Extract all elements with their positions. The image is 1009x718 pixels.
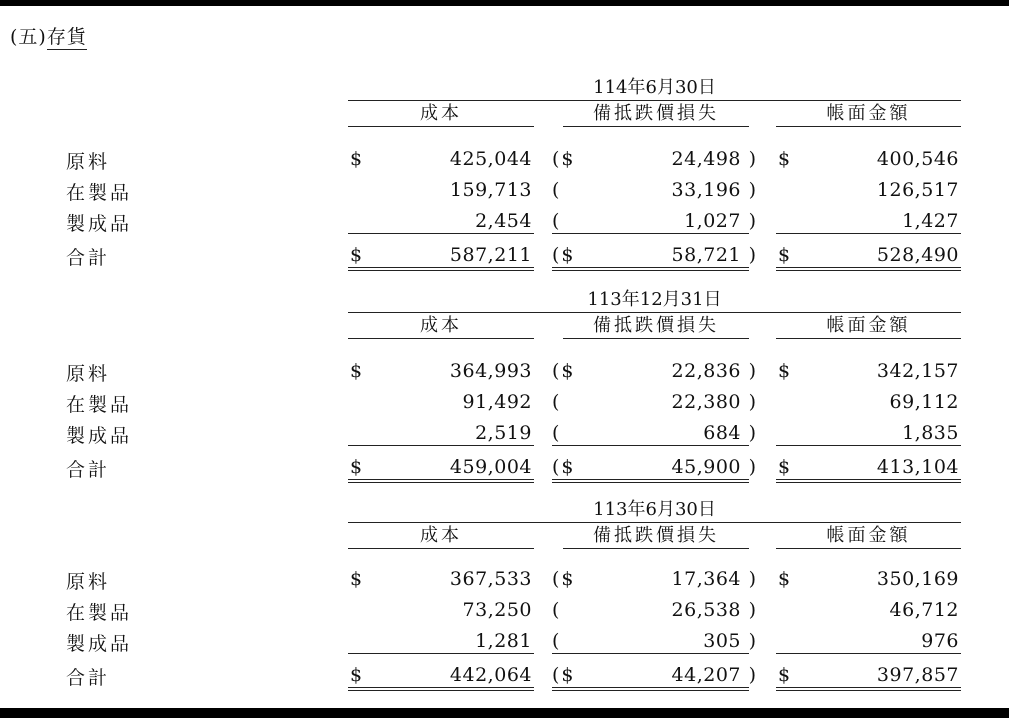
carrying-value: 413,104 — [876, 456, 959, 478]
carrying-cell: $ 413,104 — [776, 455, 961, 483]
carrying-value: 976 — [921, 630, 959, 652]
total-row — [0, 240, 1009, 270]
allowance-cell: ( 26,538 ) — [552, 599, 756, 621]
table-row — [0, 175, 1009, 205]
carrying-value: 126,517 — [876, 179, 959, 201]
carrying-cell: $ 528,490 — [776, 243, 961, 271]
col-header-cost: 成本 — [348, 524, 534, 549]
total-row — [0, 660, 1009, 690]
allowance-value: 22,380 — [671, 391, 741, 413]
cost-cell: $ 459,004 — [348, 455, 534, 483]
row-label: 在製品 — [66, 602, 133, 624]
allowance-value: 44,207 — [671, 664, 741, 686]
carrying-cell — [776, 629, 961, 654]
inventory-table-113-06-30 — [0, 498, 1009, 708]
allowance-cell: ( 684 ) — [552, 422, 756, 444]
allowance-value: 33,196 — [671, 179, 741, 201]
cost-cell — [348, 629, 534, 654]
section-heading — [10, 22, 87, 50]
cost-value: 459,004 — [449, 456, 532, 478]
cost-value: 2,454 — [475, 210, 532, 232]
carrying-cell — [776, 209, 961, 234]
col-header-allowance: 備抵跌價損失 — [563, 524, 749, 549]
table-row — [0, 144, 1009, 174]
table-row — [0, 418, 1009, 448]
carrying-value: 397,857 — [876, 664, 959, 686]
table-row — [0, 206, 1009, 236]
row-label: 製成品 — [66, 213, 133, 235]
table-row — [0, 595, 1009, 625]
allowance-cell: ( $ 17,364 ) — [552, 568, 756, 590]
allowance-value: 22,836 — [671, 360, 741, 382]
allowance-cell: ( $ 22,836 ) — [552, 360, 756, 382]
row-label: 原料 — [66, 363, 111, 385]
top-border — [0, 0, 1009, 6]
inventory-table-113-12-31 — [0, 288, 1009, 498]
allowance-cell: ( 33,196 ) — [552, 179, 756, 201]
allowance-cell: ( $ 58,721 ) — [552, 243, 749, 271]
cost-value: 73,250 — [462, 599, 532, 621]
allowance-value: 305 — [703, 630, 741, 652]
carrying-cell — [776, 390, 961, 414]
allowance-cell: ( $ 24,498 ) — [552, 148, 756, 170]
row-label: 合計 — [66, 459, 111, 481]
cost-value: 2,519 — [475, 422, 532, 444]
cost-value: 91,492 — [462, 391, 532, 413]
cost-cell — [348, 421, 534, 446]
allowance-cell: ( 305 ) — [552, 630, 756, 652]
carrying-value: 46,712 — [889, 599, 959, 621]
allowance-value: 24,498 — [671, 148, 741, 170]
heading-prefix: (五) — [10, 26, 47, 48]
row-label: 在製品 — [66, 182, 133, 204]
cost-value: 159,713 — [449, 179, 532, 201]
carrying-value: 400,546 — [876, 148, 959, 170]
cost-value: 364,993 — [449, 360, 532, 382]
col-header-cost: 成本 — [348, 102, 534, 127]
cost-cell — [348, 178, 534, 202]
allowance-cell: ( $ 45,900 ) — [552, 455, 749, 483]
carrying-value: 350,169 — [876, 568, 959, 590]
row-label: 原料 — [66, 151, 111, 173]
period-header: 114年6月30日 — [348, 76, 961, 101]
carrying-cell: $ 400,546 — [778, 148, 959, 170]
col-header-cost: 成本 — [348, 314, 534, 339]
cost-value: 442,064 — [449, 664, 532, 686]
col-header-allowance: 備抵跌價損失 — [563, 314, 749, 339]
carrying-cell — [776, 421, 961, 446]
cost-cell — [348, 209, 534, 234]
cost-value: 587,211 — [449, 244, 532, 266]
table-row — [0, 626, 1009, 656]
row-label: 製成品 — [66, 425, 133, 447]
cost-cell — [348, 598, 534, 622]
carrying-cell — [776, 178, 961, 202]
heading-title: 存貨 — [46, 26, 87, 48]
row-label: 合計 — [66, 667, 111, 689]
col-header-allowance: 備抵跌價損失 — [563, 102, 749, 127]
col-header-carrying: 帳面金額 — [776, 524, 961, 549]
col-header-carrying: 帳面金額 — [776, 102, 961, 127]
cost-cell: $ 442,064 — [348, 663, 534, 691]
bottom-border — [0, 708, 1009, 718]
allowance-value: 1,027 — [684, 210, 741, 232]
row-label: 製成品 — [66, 633, 133, 655]
carrying-cell: $ 397,857 — [776, 663, 961, 691]
cost-cell: $ 587,211 — [348, 243, 534, 271]
table-row — [0, 564, 1009, 594]
cost-cell: $ 425,044 — [350, 148, 532, 170]
table-row — [0, 356, 1009, 386]
carrying-cell — [776, 598, 961, 622]
total-row — [0, 452, 1009, 482]
row-label: 原料 — [66, 571, 111, 593]
carrying-cell: $ 342,157 — [778, 360, 959, 382]
cost-value: 367,533 — [449, 568, 532, 590]
carrying-value: 69,112 — [889, 391, 959, 413]
allowance-cell: ( 22,380 ) — [552, 391, 756, 413]
carrying-cell: $ 350,169 — [778, 568, 959, 590]
cost-cell — [348, 390, 534, 414]
allowance-cell: ( $ 44,207 ) — [552, 663, 749, 691]
row-label: 在製品 — [66, 394, 133, 416]
allowance-value: 684 — [703, 422, 741, 444]
carrying-value: 342,157 — [876, 360, 959, 382]
allowance-cell: ( 1,027 ) — [552, 210, 756, 232]
table-row — [0, 387, 1009, 417]
allowance-value: 58,721 — [671, 244, 741, 266]
cost-cell: $ 364,993 — [350, 360, 532, 382]
carrying-value: 528,490 — [876, 244, 959, 266]
cost-value: 425,044 — [449, 148, 532, 170]
cost-cell: $ 367,533 — [350, 568, 532, 590]
col-header-carrying: 帳面金額 — [776, 314, 961, 339]
allowance-value: 17,364 — [671, 568, 741, 590]
allowance-value: 45,900 — [671, 456, 741, 478]
period-header: 113年12月31日 — [348, 288, 961, 313]
inventory-table-114-06-30 — [0, 76, 1009, 286]
row-label: 合計 — [66, 247, 111, 269]
period-header: 113年6月30日 — [348, 498, 961, 523]
allowance-value: 26,538 — [671, 599, 741, 621]
cost-value: 1,281 — [475, 630, 532, 652]
carrying-value: 1,427 — [902, 210, 959, 232]
carrying-value: 1,835 — [902, 422, 959, 444]
